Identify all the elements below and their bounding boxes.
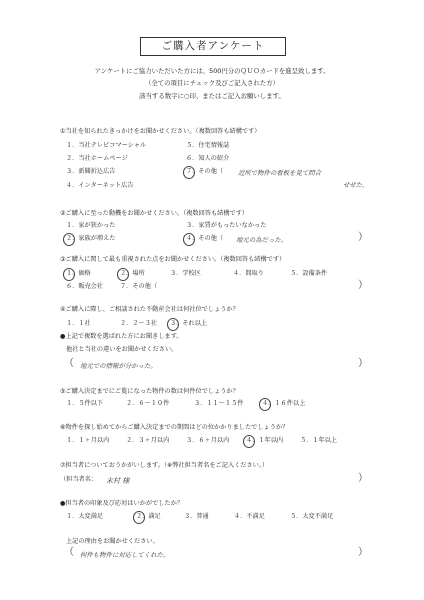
q1-option-4[interactable]: ４．インターネット広告 bbox=[66, 182, 134, 189]
q6-option-4[interactable]: ４．１年以内 bbox=[246, 437, 284, 444]
q3-option-7[interactable]: ７．その他（ bbox=[120, 283, 158, 290]
question-3: ③ご購入に関して最も重視された点をお聞かせください。（複数回答も結構です） bbox=[60, 256, 286, 263]
q1-selected-circle bbox=[183, 166, 195, 179]
q1-option-7[interactable]: ７．その他（ bbox=[186, 168, 224, 175]
q5-option-3[interactable]: ３．１１～１５件 bbox=[194, 400, 244, 407]
q5-option-2[interactable]: ２．６～１０件 bbox=[126, 400, 170, 407]
q7-option-1[interactable]: １．大変満足 bbox=[66, 513, 104, 520]
q2-close-bracket: ） bbox=[358, 232, 368, 243]
intro-line-2: （全ての項目にチェック及びご記入された方） bbox=[144, 79, 279, 87]
q7-option-2[interactable]: ２．満足 bbox=[136, 513, 161, 520]
q3-close-bracket: ） bbox=[358, 280, 368, 291]
q4-followup-2: 他社と当社の違いをお聞かせください。 bbox=[66, 346, 178, 353]
q2-selected-circle-2 bbox=[63, 233, 75, 246]
q5-option-1[interactable]: １．５件以下 bbox=[66, 400, 104, 407]
q3-option-5[interactable]: ５．設備条件 bbox=[290, 270, 328, 277]
q7-selected-circle bbox=[133, 511, 145, 524]
intro-line-1: アンケートにご協力いただいた方には、500円分のＱＵＯカードを進呈致します。 bbox=[94, 67, 330, 75]
q4-selected-circle bbox=[167, 318, 179, 331]
q7-staff-label: （担当者名： bbox=[60, 476, 98, 483]
q6-option-2[interactable]: ２．３ヶ月以内 bbox=[126, 437, 170, 444]
q7-close-bracket: ） bbox=[358, 473, 368, 484]
q6-selected-circle bbox=[243, 435, 255, 448]
q4-handwriting: 地元での情報が分かった。 bbox=[80, 362, 157, 370]
q7-option-3[interactable]: ３．普通 bbox=[184, 513, 209, 520]
question-7: ⑦担当者についておうかがいします。（※弊社担当者名をご記入ください。） bbox=[60, 462, 269, 469]
q6-option-3[interactable]: ３．６ヶ月以内 bbox=[186, 437, 230, 444]
q4-option-3[interactable]: ３．それ以上 bbox=[170, 320, 208, 327]
q5-selected-circle bbox=[259, 398, 271, 411]
q1-handwriting: 近所で物件の看板を見て問合 bbox=[238, 169, 322, 177]
q7-option-5[interactable]: ５．大変不満足 bbox=[290, 513, 334, 520]
question-4: ④ご購入に際し、ご相談された不動産会社は何社位でしょうか？ bbox=[60, 306, 239, 313]
q7-staff-name: 末村 様 bbox=[106, 477, 130, 485]
q4-close-bracket: ） bbox=[358, 358, 368, 369]
page-title: ご購入者アンケート bbox=[140, 37, 286, 56]
q6-option-5[interactable]: ５．１年以上 bbox=[300, 437, 338, 444]
q3-option-4[interactable]: ４．間取り bbox=[233, 270, 264, 277]
intro-line-3: 該当する数字に○印、またはご記入お願いします。 bbox=[139, 92, 285, 100]
q1-handwriting-cont: せせた。 bbox=[343, 181, 369, 189]
q2-selected-circle-4 bbox=[183, 233, 195, 246]
q1-option-6[interactable]: ６．知人の紹介 bbox=[186, 155, 230, 162]
q7-reason-close-bracket: ） bbox=[358, 547, 368, 558]
q2-option-2[interactable]: ２．家族が増えた bbox=[66, 235, 116, 242]
q1-option-5[interactable]: ５．住宅情報誌 bbox=[186, 142, 230, 149]
q2-option-1[interactable]: １．家が狭かった bbox=[66, 222, 116, 229]
question-1: ①当社を知られたきっかけをお聞かせください。（複数回答も結構です） bbox=[60, 128, 261, 135]
q1-option-3[interactable]: ３．新聞折込広告 bbox=[66, 168, 116, 175]
question-5: ⑤ご購入決定までにご覧になった物件の数は何件位でしょうか？ bbox=[60, 388, 239, 395]
q7-reason-label: 上記の理由をお聞かせください。 bbox=[66, 538, 159, 545]
q3-option-3[interactable]: ３．学校区 bbox=[170, 270, 201, 277]
q3-selected-circle-2 bbox=[117, 268, 129, 281]
question-2: ②ご購入に至った動機をお聞かせください。（複数回答も結構です） bbox=[60, 210, 249, 217]
q1-option-1[interactable]: １．当社テレビコマーシャル bbox=[66, 142, 147, 149]
q4-open-bracket: （ bbox=[64, 358, 74, 369]
q3-selected-circle-1 bbox=[63, 268, 75, 281]
q5-option-4[interactable]: ４．１６件以上 bbox=[262, 400, 306, 407]
q2-handwriting: 地元の為だった。 bbox=[236, 236, 288, 244]
q2-option-3[interactable]: ３．家賃がもったいなかった bbox=[186, 222, 267, 229]
q7-open-bracket: （ bbox=[64, 547, 74, 558]
q7-followup: ●担当者の印象及び応対はいかがでしたか？ bbox=[60, 500, 183, 507]
q4-option-1[interactable]: １．１社 bbox=[66, 320, 91, 327]
q1-option-2[interactable]: ２．当社ホームページ bbox=[66, 155, 128, 162]
q7-handwriting: 何件も物件に対応してくれた。 bbox=[80, 551, 170, 559]
q3-option-6[interactable]: ６．販売会社 bbox=[66, 283, 104, 290]
q7-option-4[interactable]: ４．不満足 bbox=[234, 513, 265, 520]
q2-option-4[interactable]: ４．その他（ bbox=[186, 235, 224, 242]
q6-option-1[interactable]: １．１ヶ月以内 bbox=[66, 437, 110, 444]
q3-option-1[interactable]: １．価格 bbox=[66, 270, 91, 277]
q3-option-2[interactable]: ２．場所 bbox=[120, 270, 145, 277]
question-6: ⑥物件を探し始めてからご購入決定までの期間はどの位かかりましたでしょうか？ bbox=[60, 424, 289, 431]
q4-followup-1: ●上記で複数を選ばれた方にお聞きします。 bbox=[60, 333, 183, 340]
q4-option-2[interactable]: ２．２～３社 bbox=[120, 320, 158, 327]
